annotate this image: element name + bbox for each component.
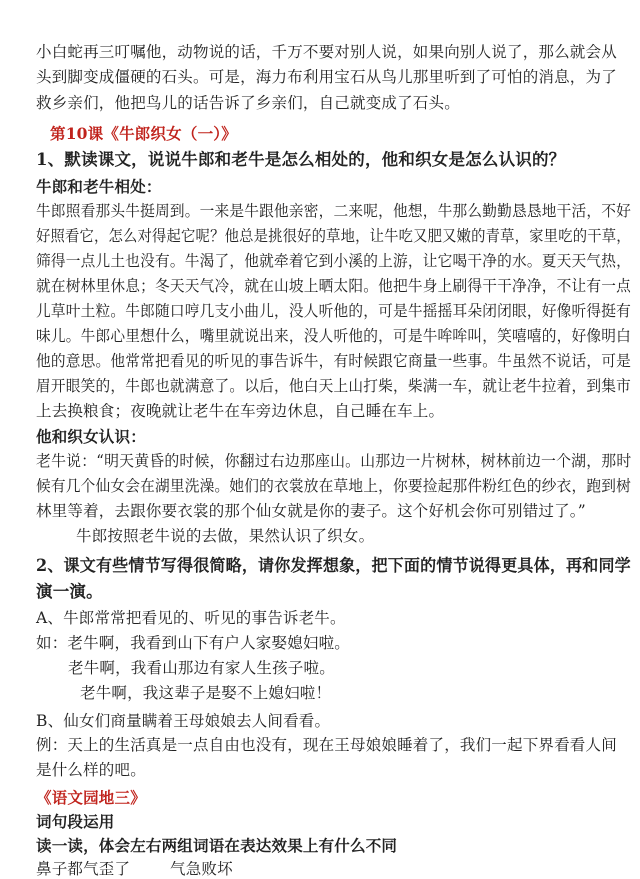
example-line: 老牛啊，我看山那边有家人生孩子啦。 — [68, 659, 335, 677]
text-line: 老牛说：“明天黄昏的时候，你翻过右边那座山。山那边一片树林，树林前边一个湖，那时 — [36, 452, 632, 470]
text-line: 牛郎照看那头牛挺周到。一来是牛跟他亲密，二来呢，他想，牛那么勤勤恳恳地干活，不好 — [36, 202, 632, 220]
question-2: 2、课文有些情节写得很简略，请你发挥想象，把下面的情节说得更具体，再和同学 — [36, 556, 631, 575]
text-line: 眉开眼笑的，牛郎也就满意了。以后，他白天上山打柴，柴满一车，就让老牛拉着，到集市 — [36, 377, 632, 395]
reading-instruction: 读一读，体会左右两组词语在表达效果上有什么不同 — [36, 836, 398, 855]
example-line: 是什么样的吧。 — [36, 761, 146, 779]
text-line: 味儿。牛郎心里想什么，嘴里就说出来，没人听他的，可是牛哞哞叫，笑嘻嘻的，好像明白 — [36, 327, 632, 345]
subheading-meeting-zhinu: 他和织女认识： — [36, 427, 146, 446]
item-b: B、仙女们商量瞒着王母娘娘去人间看看。 — [36, 712, 331, 730]
text-line: 救乡亲们，他把鸟儿的话告诉了乡亲们，自己就变成了石头。 — [36, 94, 460, 112]
text-line: 牛郎按照老牛说的去做，果然认识了织女。 — [76, 527, 375, 545]
item-a: A、牛郎常常把看见的、听见的事告诉老牛。 — [36, 609, 346, 627]
subheading-word-usage: 词句段运用 — [36, 812, 115, 831]
example-line: 例：天上的生活真是一点自由也没有，现在王母娘娘睡着了，我们一起下界看看人间 — [36, 736, 617, 754]
text-line: 上去换粮食；夜晚就让老牛在车旁边休息，自己睡在车上。 — [36, 402, 445, 420]
text-line: 他的意思。他常常把看见的听见的事告诉牛，有时候跟它商量一些事。牛虽然不说话，可是 — [36, 352, 632, 370]
question-1: 1、默读课文，说说牛郎和老牛是怎么相处的，他和织女是怎么认识的？ — [36, 150, 566, 169]
example-line: 如：老牛啊，我看到山下有户人家娶媳妇啦。 — [36, 634, 351, 652]
text-line: 好照看它，怎么对得起它呢？他总是挑很好的草地，让牛吃又肥又嫩的青草，家里吃的干草， — [36, 227, 631, 245]
section-heading-yuwen-yuandi: 《语文园地三》 — [36, 788, 146, 807]
example-line: 老牛啊，我这辈子是娶不上媳妇啦！ — [80, 684, 332, 702]
subheading-niulang-and-ox: 牛郎和老牛相处： — [36, 177, 162, 196]
word-right: 气急败坏 — [170, 860, 233, 878]
word-left: 鼻子都气歪了 — [36, 860, 131, 878]
text-line: 筛得一点儿土也没有。牛渴了，他就牵着它到小溪的上游，让它喝干净的水。夏天天气热， — [36, 252, 632, 270]
text-line: 小白蛇再三叮嘱他，动物说的话，千万不要对别人说，如果向别人说了，那么就会从 — [36, 43, 617, 61]
lesson-10-heading: 第10课《牛郎织女（一）》 — [50, 124, 237, 143]
question-2-continued: 演一演。 — [36, 582, 103, 601]
text-line: 儿草叶土粒。牛郎随口哼几支小曲儿，没人听他的，可是牛摇摇耳朵闭闭眼，好像听得挺有 — [36, 302, 632, 320]
text-line: 就在树林里休息；冬天天气冷，就在山坡上晒太阳。他把牛身上刷得干干净净，不让有一点 — [36, 277, 632, 295]
text-line: 头到脚变成僵硬的石头。可是，海力布利用宝石从鸟儿那里听到了可怕的消息，为了 — [36, 68, 617, 86]
text-line: 林里等着，去跟你要衣裳的那个仙女就是你的妻子。这个好机会你可别错过了。” — [36, 502, 586, 520]
text-line: 候有几个仙女会在湖里洗澡。她们的衣裳放在草地上，你要捡起那件粉红色的纱衣，跑到树 — [36, 477, 632, 495]
